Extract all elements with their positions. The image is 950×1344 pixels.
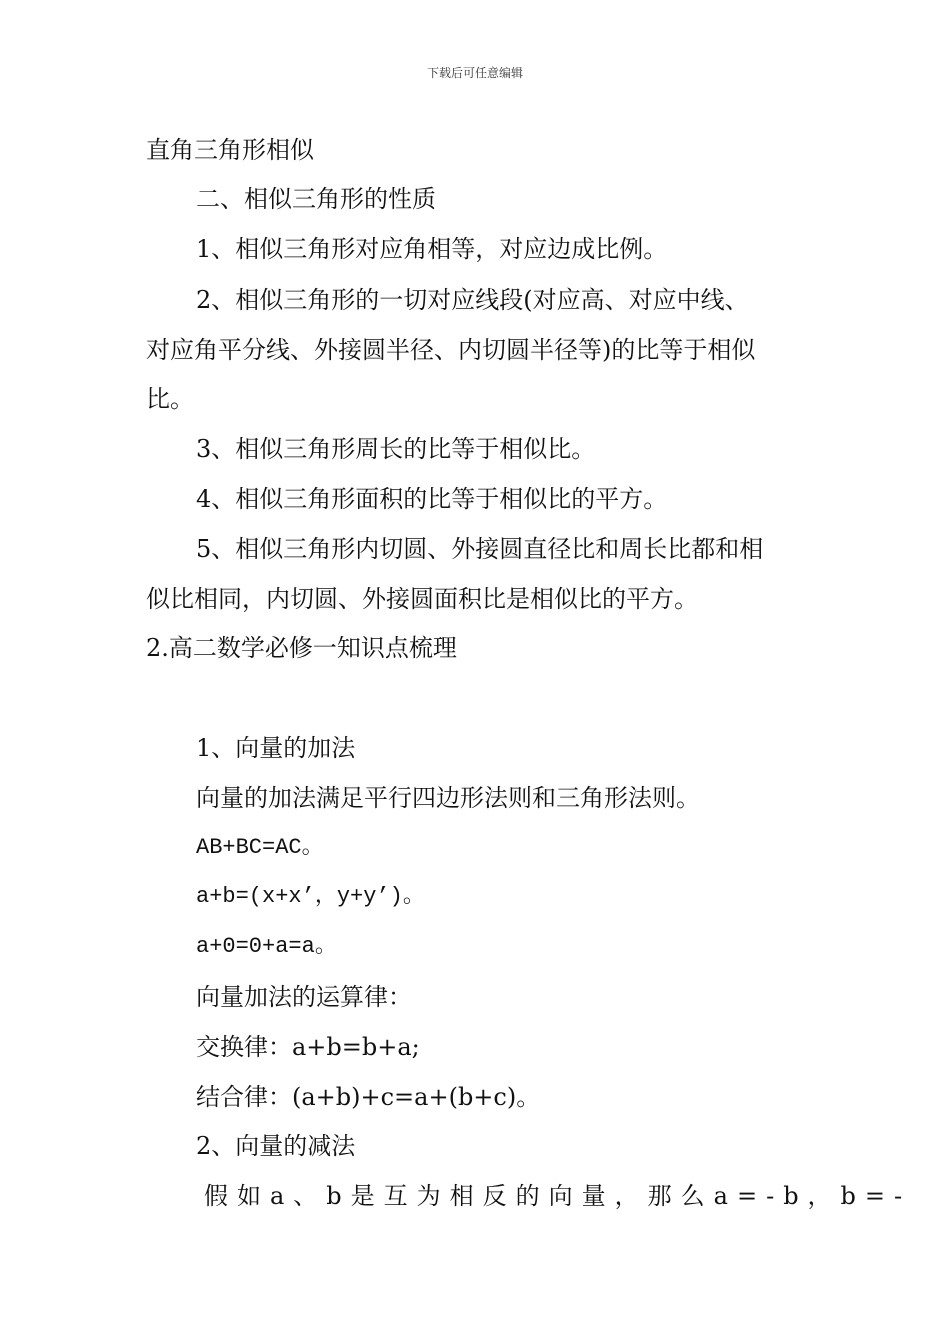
formula-line: a+0=0+a=a。 <box>196 934 337 959</box>
formula-line: AB+BC=AC。 <box>196 835 324 860</box>
section-heading: 1、向量的加法 <box>196 734 356 762</box>
section-heading: 2.高二数学必修一知识点梳理 <box>146 634 457 662</box>
formula-line: a+b=(x+x’，y+y’)。 <box>196 884 425 909</box>
paragraph-line: 3、相似三角形周长的比等于相似比。 <box>196 435 596 463</box>
paragraph-line: 5、相似三角形内切圆、外接圆直径比和周长比都和相 <box>196 535 764 563</box>
paragraph-line: 向量加法的运算律： <box>196 983 412 1011</box>
paragraph-line: 假如a、b是互为相反的向量，那么a=-b，b=- <box>204 1182 912 1210</box>
paragraph-line: 直角三角形相似 <box>146 136 314 164</box>
paragraph-line: 2、相似三角形的一切对应线段(对应高、对应中线、 <box>196 286 749 314</box>
formula-line: 交换律：a+b=b+a; <box>196 1033 420 1061</box>
paragraph-line: 比。 <box>146 385 194 413</box>
paragraph-line: 4、相似三角形面积的比等于相似比的平方。 <box>196 485 668 513</box>
section-heading: 2、向量的减法 <box>196 1132 356 1160</box>
paragraph-line: 1、相似三角形对应角相等，对应边成比例。 <box>196 235 668 263</box>
paragraph-line: 向量的加法满足平行四边形法则和三角形法则。 <box>196 784 700 812</box>
page-header: 下载后可任意编辑 <box>426 66 523 80</box>
formula-line: 结合律：(a+b)+c=a+(b+c)。 <box>196 1083 541 1111</box>
paragraph-line: 似比相同，内切圆、外接圆面积比是相似比的平方。 <box>146 585 698 613</box>
section-heading: 二、相似三角形的性质 <box>196 185 436 213</box>
paragraph-line: 对应角平分线、外接圆半径、内切圆半径等)的比等于相似 <box>146 336 756 364</box>
